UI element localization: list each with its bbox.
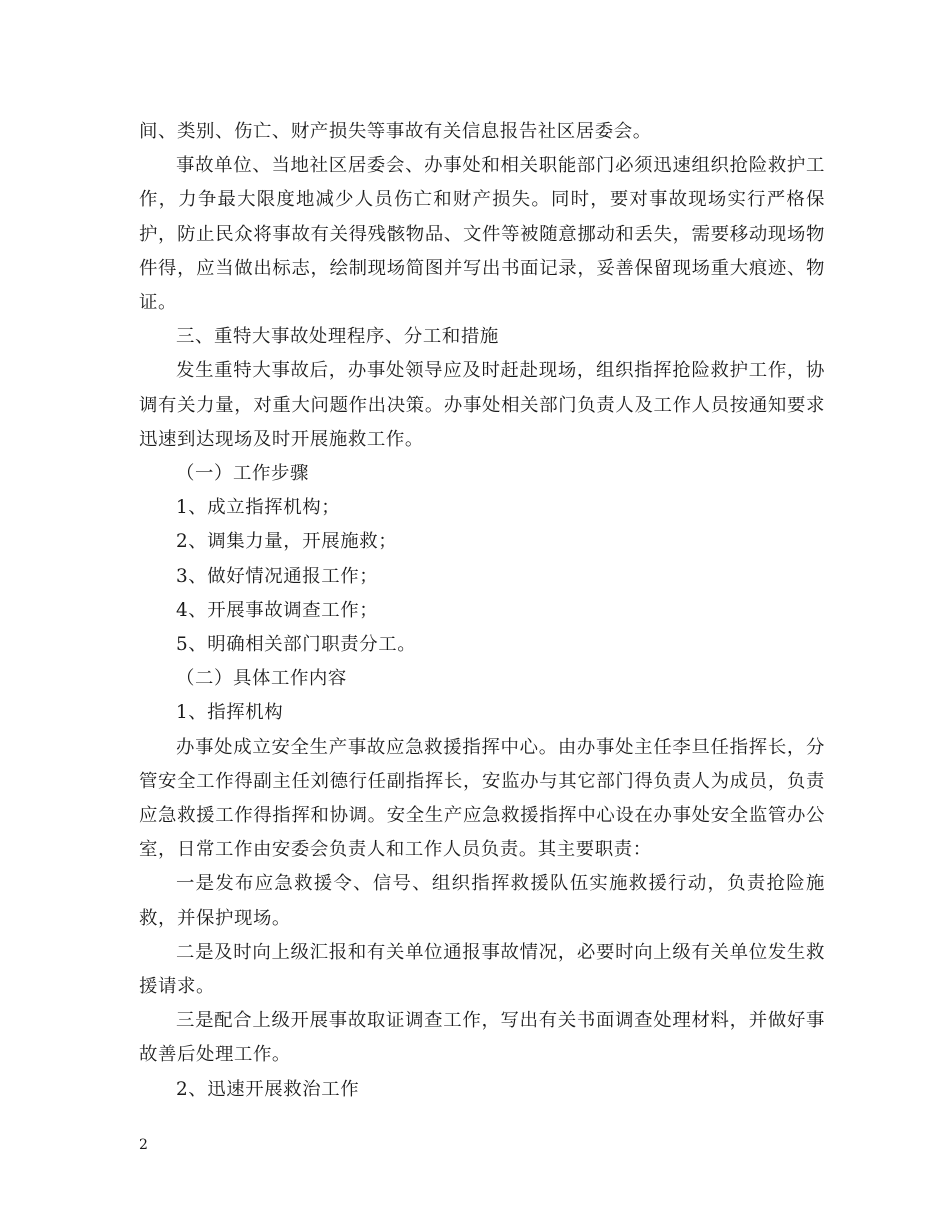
list-item: 2、调集力量，开展施救； <box>176 531 398 553</box>
list-item: 1、成立指挥机构； <box>176 497 341 519</box>
item-heading-treatment: 2、迅速开展救治工作 <box>176 1078 360 1100</box>
paragraph-continuation: 间、类别、伤亡、财产损失等事故有关信息报告社区居委会。 <box>139 121 652 142</box>
duty-item: 三是配合上级开展事故取证调查工作，写出有关书面调查处理材料，并做好事故善后处理工作。 <box>139 1010 825 1066</box>
subsection-heading-1: （一）工作步骤 <box>176 463 309 485</box>
section-heading-3: 三、重特大事故处理程序、分工和措施 <box>176 326 499 348</box>
duty-item: 二是及时向上级汇报和有关单位通报事故情况，必要时向上级有关单位发生救援请求。 <box>139 941 825 998</box>
list-item: 3、做好情况通报工作； <box>176 565 379 587</box>
item-heading-command: 1、指挥机构 <box>176 702 284 724</box>
list-item: 5、明确相关部门职责分工。 <box>176 634 417 656</box>
paragraph-rescue-work: 事故单位、当地社区居委会、办事处和相关职能部门必须迅速组织抢险救护工作，力争最大限度地减少人员伤亡和财产损失。同时，要对事故现场实行严格保护，防止民众将事故有关得残骸物品、文件等被随意挪动和丢失，需要移动现场物件得，应当做出标志，绘制现场简图并写出书面记录，妥善保留现场重大痕迹、物证。 <box>139 155 825 314</box>
duty-item: 一是发布应急救援令、信号、组织指挥救援队伍实施救援行动，负责抢险施救，并保护现场。 <box>139 873 825 929</box>
paragraph-command-center: 办事处成立安全生产事故应急救援指挥中心。由办事处主任李旦任指挥长，分管安全工作得副主任刘德行任副指挥长，安监办与其它部门得负责人为成员，负责应急救援工作得指挥和协调。安全生产应急救援指挥中心设在办事处安全监管办公室，日常工作由安委会负责人和工作人员负责。其主要职责： <box>139 736 825 861</box>
subsection-heading-2: （二）具体工作内容 <box>176 668 347 690</box>
page-number: 2 <box>139 1137 148 1153</box>
document-body <box>139 115 825 1107</box>
list-item: 4、开展事故调查工作； <box>176 599 379 621</box>
paragraph-major-accident: 发生重特大事故后，办事处领导应及时赶赴现场，组织指挥抢险救护工作，协调有关力量，对重大问题作出决策。办事处相关部门负责人及工作人员按通知要求迅速到达现场及时开展施救工作。 <box>139 360 825 450</box>
